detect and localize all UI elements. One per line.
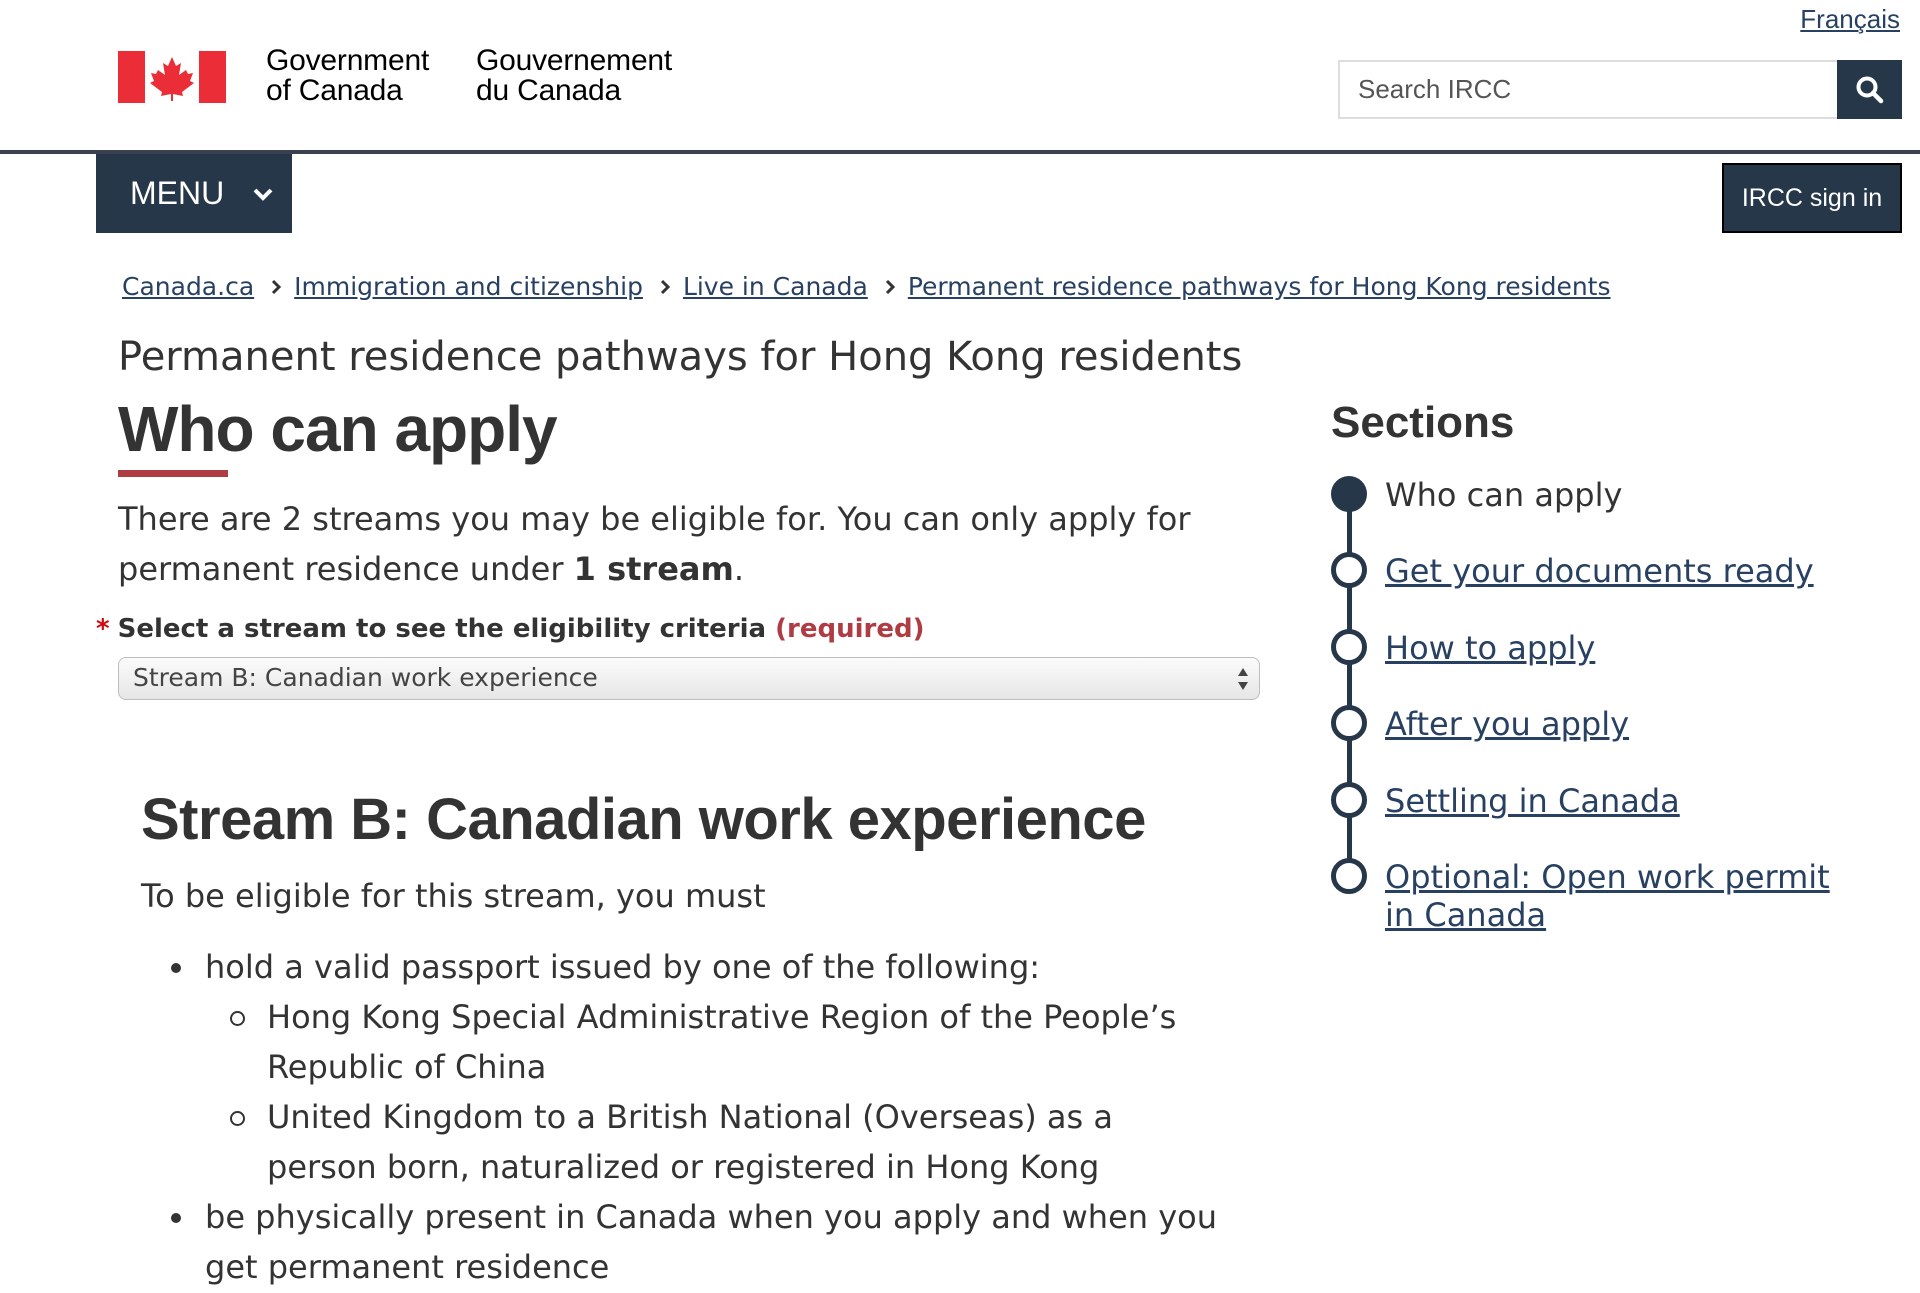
step-circle-icon [1331,552,1367,588]
government-of-canada-wordmark-fr[interactable]: Gouvernement du Canada [476,44,673,107]
step-circle-icon [1331,782,1367,818]
language-toggle-link[interactable]: Français [1800,4,1900,34]
page-title: Who can apply [118,393,557,465]
ircc-sign-in-button[interactable]: IRCC sign in [1722,163,1902,233]
breadcrumb-immigration[interactable]: Immigration and citizenship [294,272,643,301]
step-circle-icon [1331,705,1367,741]
stream-select-label: * Select a stream to see the eligibility criteria (required) [96,614,925,644]
menu-label: MENU [130,175,225,211]
canada-flag-icon [118,51,226,103]
section-link[interactable]: Get your documents ready [1385,552,1814,590]
intro-bold: 1 stream [573,550,734,588]
section-step-settling[interactable] [1331,782,1855,820]
section-label: Who can apply [1385,476,1623,514]
section-link[interactable]: Optional: Open work permit in Canada [1385,858,1830,934]
select-arrows-icon [1237,666,1249,692]
search-icon [1855,75,1885,105]
required-text: (required) [775,614,925,644]
chevron-right-icon [884,278,896,296]
chevron-right-icon [659,278,671,296]
stream-select-value: Stream B: Canadian work experience [133,663,598,692]
chevron-down-icon [252,187,274,201]
chevron-right-icon [270,278,282,296]
search-button[interactable] [1837,60,1902,119]
government-of-canada-wordmark-en[interactable]: Government of Canada [266,44,430,107]
section-link[interactable]: After you apply [1385,705,1630,743]
passport-sublist [205,992,1225,1192]
section-link[interactable]: Settling in Canada [1385,782,1680,820]
intro-text: There are 2 streams you may be eligible for. You can only apply for permanent residence under 1 stream. [118,500,1191,588]
breadcrumb-live-in-canada[interactable]: Live in Canada [682,272,868,301]
step-circle-icon [1331,858,1367,894]
section-step-after-you-apply[interactable] [1331,705,1855,743]
section-step-who-can-apply [1331,476,1855,514]
step-circle-icon [1331,629,1367,665]
sections-heading: Sections [1331,398,1515,447]
list-item: Hong Kong Special Administrative Region of the People’s Republic of China [267,992,1225,1092]
section-link[interactable]: How to apply [1385,629,1596,667]
required-star: * [96,614,110,644]
page-subtitle: Permanent residence pathways for Hong Kong residents [118,334,1243,380]
section-step-open-work-permit[interactable] [1331,858,1855,934]
stream-intro: To be eligible for this stream, you must [141,877,766,915]
stream-select[interactable] [118,657,1260,700]
list-item: be physically present in Canada when you apply and when you get permanent residence [165,1192,1225,1292]
list-item: United Kingdom to a British National (Overseas) as a person born, naturalized or registered in Hong Kong [267,1092,1225,1192]
list-item: hold a valid passport issued by one of the following: Hong Kong Special Administrative Region of the People’s Republic of China United Kingdom to a British National (Overseas) as a person born, naturalized or registered in Hong Kong [165,942,1225,1192]
section-step-how-to-apply[interactable] [1331,629,1855,667]
search-input[interactable]: Search IRCC [1338,60,1838,119]
current-step-icon [1331,476,1367,512]
eligibility-list [165,942,1225,1292]
title-underline [118,470,228,477]
breadcrumb [122,272,1611,301]
menu-button[interactable] [96,154,292,233]
stream-heading: Stream B: Canadian work experience [141,787,1146,852]
breadcrumb-pr-pathways[interactable]: Permanent residence pathways for Hong Kong residents [907,272,1611,301]
breadcrumb-canada-ca[interactable]: Canada.ca [122,272,255,301]
section-step-documents[interactable] [1331,552,1855,590]
